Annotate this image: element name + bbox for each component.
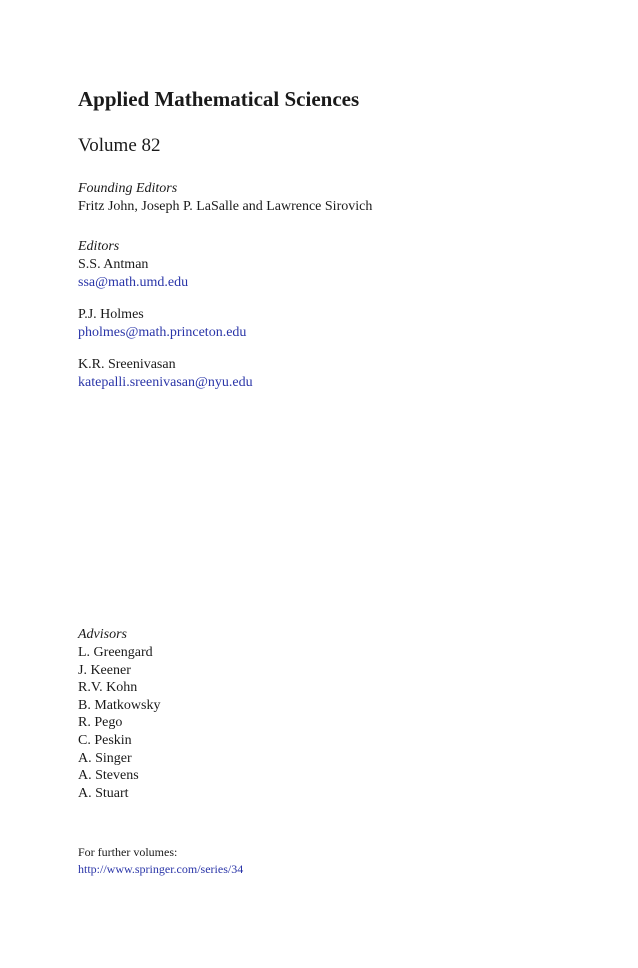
advisor-name: A. Singer xyxy=(78,750,132,766)
advisor-name: L. Greengard xyxy=(78,645,153,660)
advisor-name: R.V. Kohn xyxy=(78,680,138,696)
founding-editors-names: Fritz John, Joseph P. LaSalle and Lawrence Sirovich xyxy=(78,199,373,214)
advisor-name: B. Matkowsky xyxy=(78,697,161,713)
editor-name: S.S. Antman xyxy=(78,257,149,272)
editor-name: K.R. Sreenivasan xyxy=(78,357,176,372)
volume-number: Volume 82 xyxy=(78,135,161,156)
advisor-name: A. Stuart xyxy=(78,785,129,801)
advisors-label: Advisors xyxy=(78,627,127,642)
advisor-name: C. Peskin xyxy=(78,732,132,748)
advisors-list xyxy=(78,644,160,802)
advisor-name: R. Pego xyxy=(78,715,123,731)
editors-label: Editors xyxy=(78,239,120,254)
editor-name: P.J. Holmes xyxy=(78,307,144,322)
editor-email-link[interactable]: pholmes@math.princeton.edu xyxy=(78,325,247,340)
series-title: Applied Mathematical Sciences xyxy=(78,87,360,111)
editor-email-link[interactable]: katepalli.sreenivasan@nyu.edu xyxy=(78,375,253,390)
advisor-name: A. Stevens xyxy=(78,768,139,784)
series-url-link[interactable]: http://www.springer.com/series/34 xyxy=(78,862,244,876)
advisor-name: J. Keener xyxy=(78,662,131,678)
further-volumes-label: For further volumes: xyxy=(78,845,178,859)
editor-email-link[interactable]: ssa@math.umd.edu xyxy=(78,275,189,290)
founding-editors-label: Founding Editors xyxy=(78,181,178,196)
